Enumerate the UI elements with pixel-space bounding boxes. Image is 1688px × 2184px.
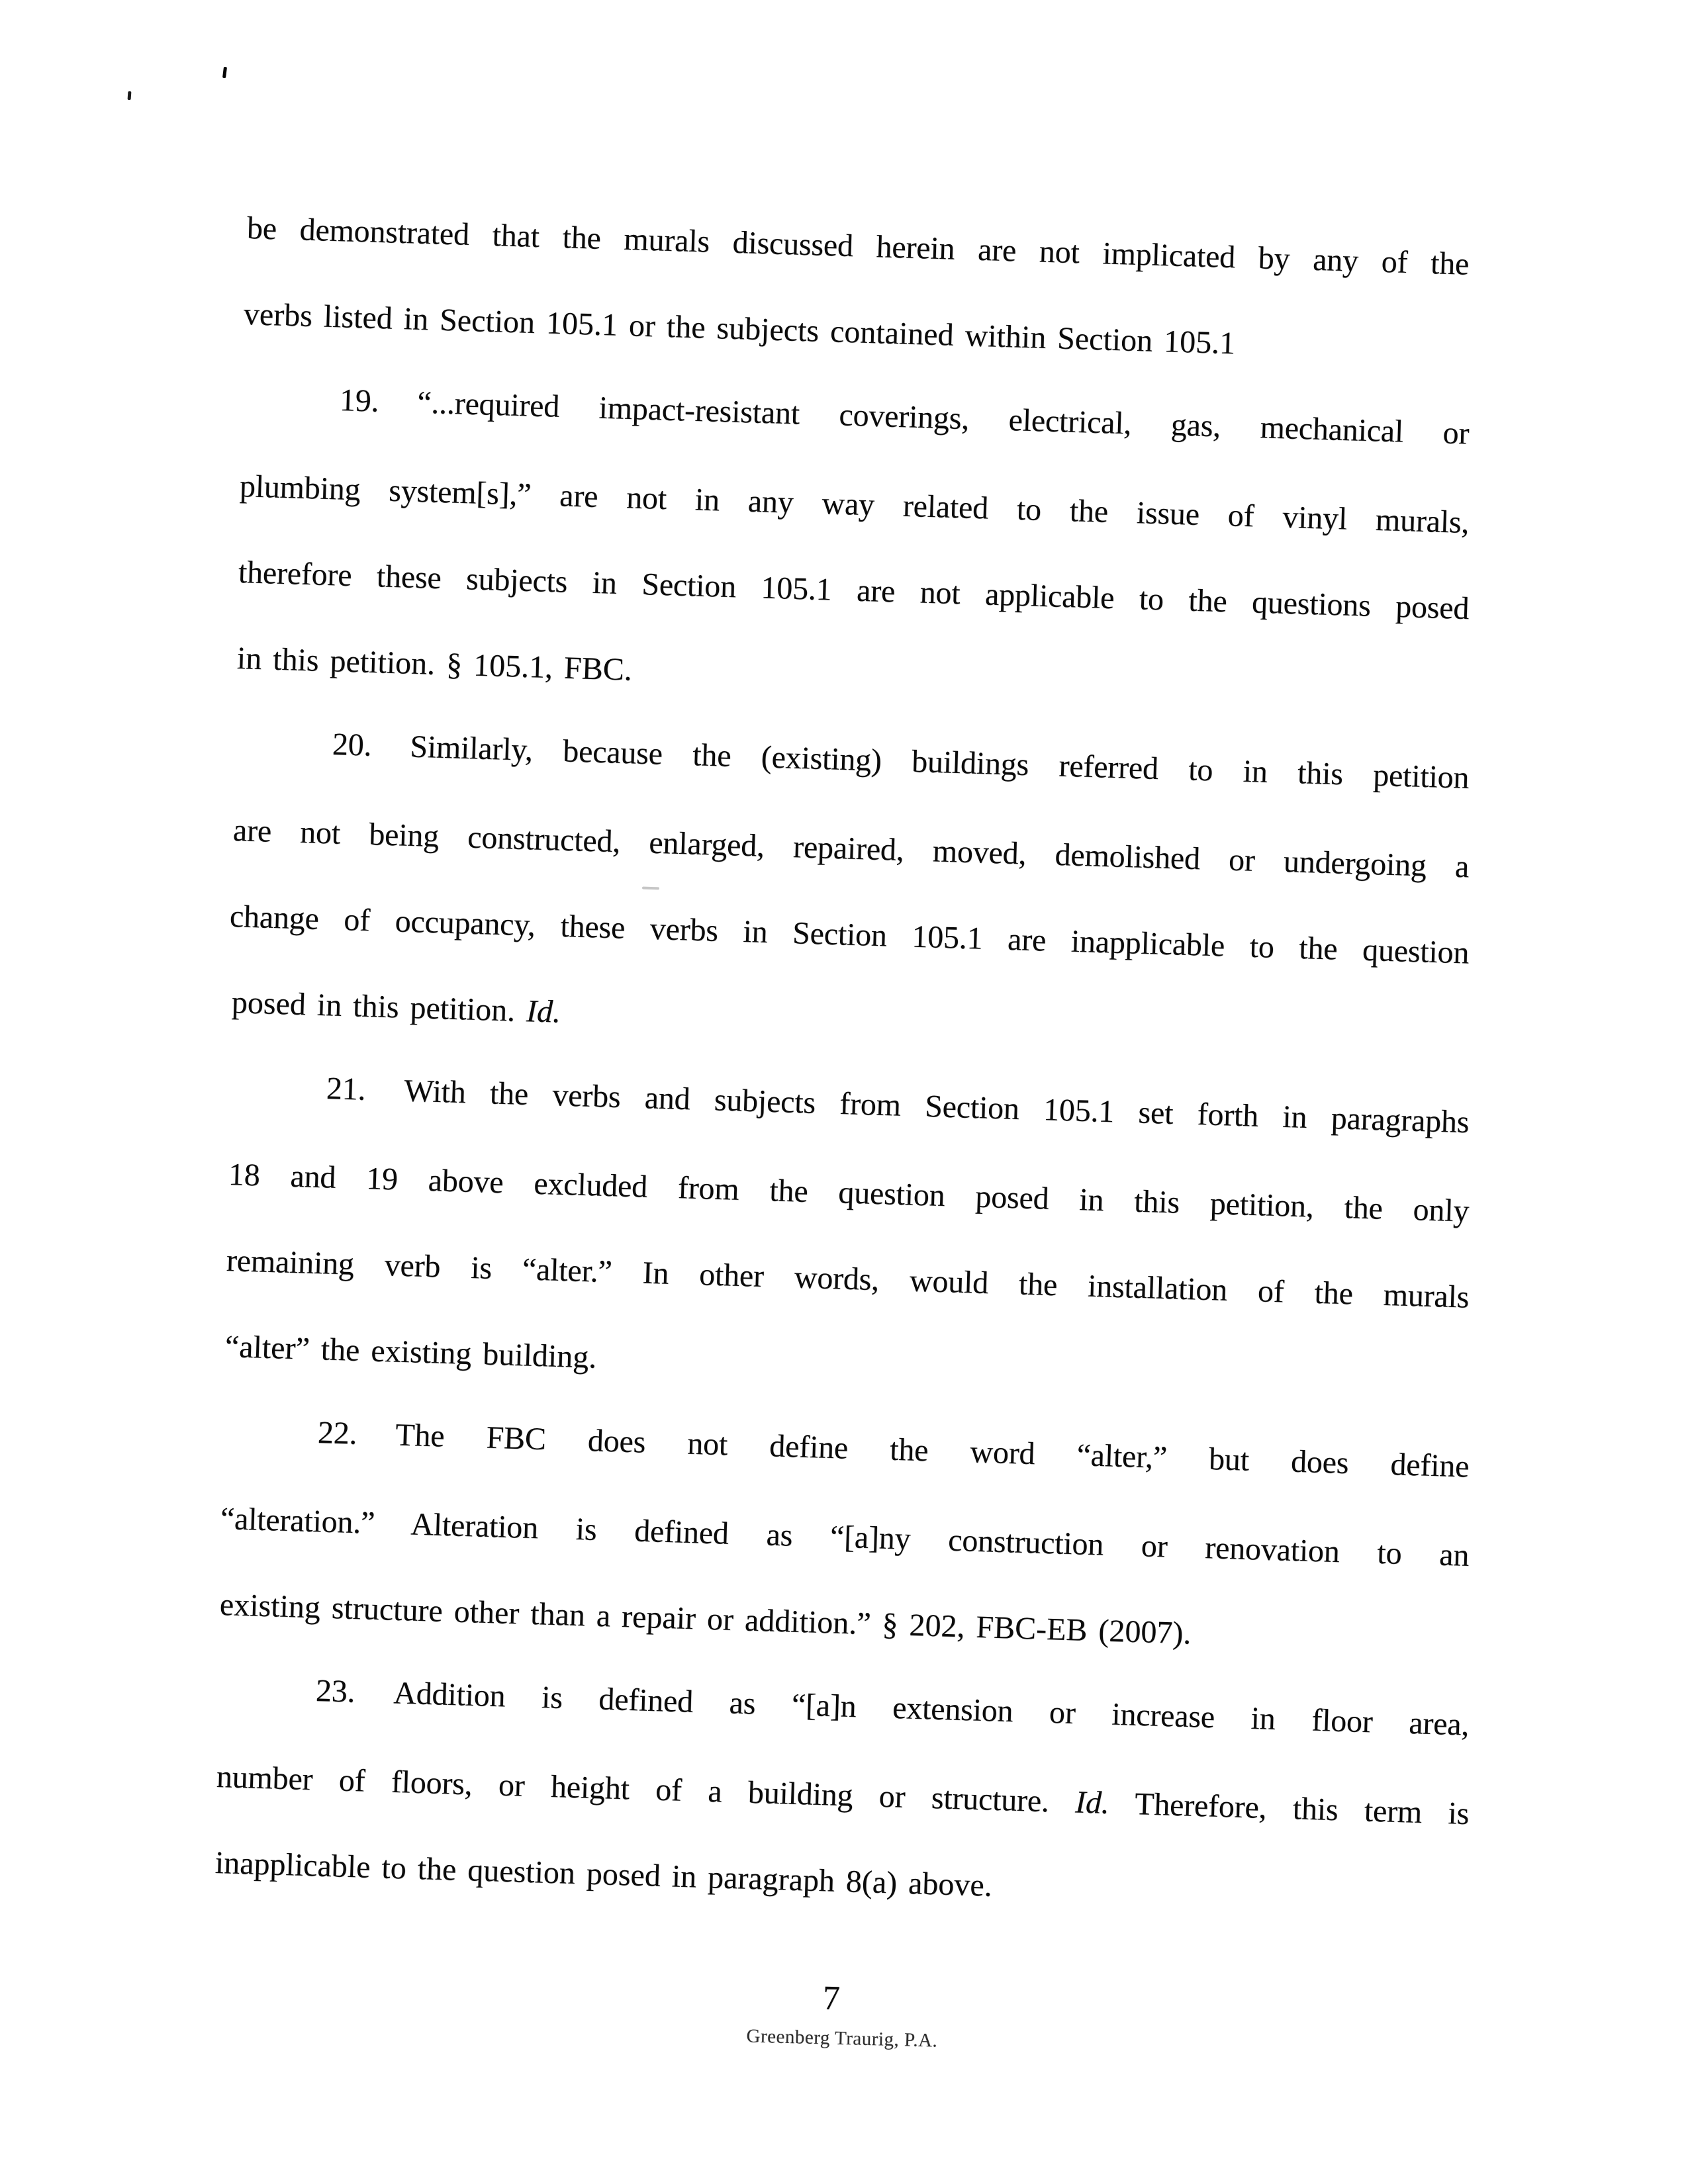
paragraph-number: 19. <box>339 383 380 419</box>
line-text: Similarly, because the (existing) buildings referred to in this petition <box>409 729 1470 796</box>
text-line <box>220 1499 1470 1577</box>
citation-id: Id. <box>1074 1784 1110 1821</box>
text-line <box>219 1585 1192 1654</box>
citation-id: Id. <box>526 993 561 1030</box>
text-line <box>216 1757 1470 1835</box>
text-line <box>229 897 1470 975</box>
text-line <box>214 1843 993 1906</box>
line-text: plumbing system[s],” are not in any way related to the issue of vinyl murals, <box>239 469 1470 541</box>
line-text: “alteration.” Alteration is defined as “[a]ny construction or renovation to an <box>220 1501 1470 1573</box>
text-line <box>246 208 1470 286</box>
line-text: Addition is defined as “[a]n extension or increase in floor area, <box>393 1675 1470 1743</box>
text-line <box>236 639 633 690</box>
paragraph-number: 20. <box>332 727 373 763</box>
scan-speck-icon <box>128 91 132 100</box>
line-text: number of floors, or height of a building or structure. <box>216 1759 1076 1820</box>
text-line <box>228 1155 1470 1233</box>
line-text: existing structure other than a repair or addition.” § 202, FBC-EB (2007). <box>219 1587 1192 1651</box>
line-text: change of occupancy, these verbs in Section 105.1 are inapplicable to the question <box>229 899 1470 971</box>
line-text: are not being constructed, enlarged, repaired, moved, demolished or undergoing a <box>232 813 1470 885</box>
line-text: be demonstrated that the murals discussed herein are not implicated by any of the <box>246 210 1470 282</box>
text-line <box>326 1069 1470 1144</box>
text-line <box>226 1241 1470 1319</box>
line-text: therefore these subjects in Section 105.1 are not applicable to the questions posed <box>238 555 1470 627</box>
paragraph-number: 22. <box>317 1415 358 1451</box>
line-text: posed in this petition. <box>231 985 527 1029</box>
text-line <box>224 1327 597 1378</box>
line-text: verbs listed in Section 105.1 or the subjects contained within Section 105.1 <box>243 296 1236 361</box>
text-line <box>238 553 1470 630</box>
footer-firm-name: Greenberg Traurig, P.A. <box>746 2025 938 2052</box>
scan-smudge-icon <box>642 887 659 890</box>
text-line <box>231 983 561 1032</box>
text-line <box>232 811 1470 888</box>
line-text: Therefore, this term is <box>1108 1786 1470 1832</box>
text-line <box>317 1413 1470 1488</box>
page-number: 7 <box>822 1979 841 2018</box>
line-text: With the verbs and subjects from Section 105.1 set forth in paragraphs <box>403 1073 1470 1140</box>
line-text: 18 and 19 above excluded from the question posed in this petition, the only <box>228 1157 1470 1229</box>
line-text: in this petition. § 105.1, FBC. <box>236 641 633 688</box>
line-text: “...required impact-resistant coverings, electrical, gas, mechanical or <box>416 385 1470 451</box>
paragraph-number: 23. <box>315 1673 356 1709</box>
text-line <box>239 467 1470 544</box>
paragraph-number: 21. <box>326 1071 367 1107</box>
line-text: remaining verb is “alter.” In other words, would the installation of the murals <box>226 1243 1470 1315</box>
scan-speck-icon <box>222 67 227 78</box>
text-line <box>339 381 1470 455</box>
text-line <box>315 1671 1470 1747</box>
line-text: inapplicable to the question posed in paragraph 8(a) above. <box>214 1845 993 1903</box>
text-line <box>332 725 1470 799</box>
text-line <box>243 295 1236 363</box>
line-text: “alter” the existing building. <box>224 1329 598 1375</box>
line-text: The FBC does not define the word “alter,” but does define <box>395 1417 1470 1484</box>
